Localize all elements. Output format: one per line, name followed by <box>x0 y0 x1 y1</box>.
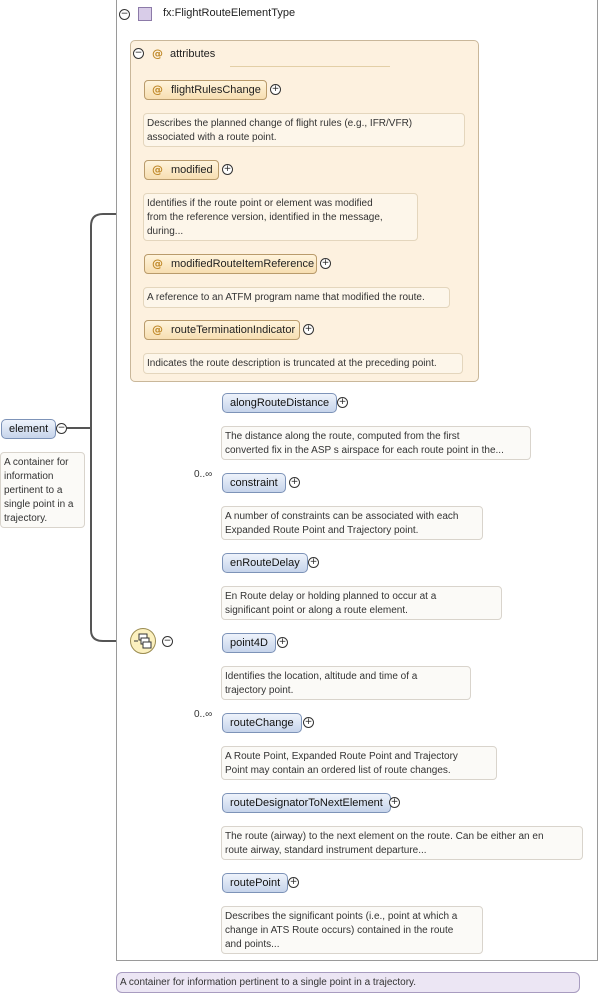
element-routePoint[interactable]: routePoint <box>222 873 288 893</box>
element-routeChange[interactable]: routeChange <box>222 713 302 733</box>
expand-plus-icon[interactable]: + <box>338 397 347 407</box>
attribute-modified[interactable] <box>144 160 219 180</box>
attribute-description: Indicates the route description is truncated at the preceding point. <box>143 353 463 374</box>
element-enRouteDelay[interactable]: enRouteDelay <box>222 553 308 573</box>
cardinality-label: 0..∞ <box>194 469 213 480</box>
element-routeDesignatorToNextElement[interactable]: routeDesignatorToNextElement <box>222 793 391 813</box>
attribute-description: Identifies if the route point or element was modified from the reference version, identified in the message, during... <box>143 193 418 241</box>
attribute-name: flightRulesChange <box>171 84 261 96</box>
attributes-header: attributes <box>170 48 216 60</box>
collapse-minus-icon[interactable]: − <box>163 636 172 646</box>
collapse-minus-icon[interactable]: − <box>120 9 129 19</box>
expand-plus-icon[interactable]: + <box>289 877 298 887</box>
sequence-compositor-icon[interactable] <box>130 628 156 654</box>
expand-plus-icon[interactable]: + <box>390 797 399 807</box>
attribute-name: modified <box>171 164 213 176</box>
attribute-at-icon: @ <box>152 47 163 60</box>
root-element-element[interactable]: element <box>1 419 56 439</box>
expand-plus-icon[interactable]: + <box>304 717 313 727</box>
expand-plus-icon[interactable]: + <box>278 637 287 647</box>
attribute-modifiedRouteItemReference[interactable] <box>144 254 317 274</box>
attribute-at-icon: @ <box>152 163 163 176</box>
type-annotation: A container for information pertinent to a single point in a trajectory. <box>116 972 580 993</box>
element-description: Identifies the location, altitude and time of a trajectory point. <box>221 666 471 700</box>
complex-type-icon <box>138 7 152 21</box>
collapse-minus-icon[interactable]: − <box>134 48 143 58</box>
expand-plus-icon[interactable]: + <box>290 477 299 487</box>
attribute-description: A reference to an ATFM program name that modified the route. <box>143 287 450 308</box>
attribute-name: modifiedRouteItemReference <box>171 258 315 270</box>
collapse-minus-icon[interactable]: − <box>57 423 66 433</box>
element-point4D[interactable]: point4D <box>222 633 276 653</box>
expand-plus-icon[interactable]: + <box>309 557 318 567</box>
cardinality-label: 0..∞ <box>194 709 213 720</box>
attribute-routeTerminationIndicator[interactable] <box>144 320 300 340</box>
expand-plus-icon[interactable]: + <box>304 324 313 334</box>
expand-plus-icon[interactable]: + <box>321 258 330 268</box>
attribute-description: Describes the planned change of flight rules (e.g., IFR/VFR) associated with a route point. <box>143 113 465 147</box>
element-description: The distance along the route, computed from the first converted fix in the ASP s airspace for each route point in the... <box>221 426 531 460</box>
attribute-at-icon: @ <box>152 323 163 336</box>
element-description: A number of constraints can be associated with each Expanded Route Point and Trajectory point. <box>221 506 483 540</box>
root-element-description: A container for information pertinent to a single point in a trajectory. <box>0 452 85 528</box>
element-description: En Route delay or holding planned to occur at a significant point or along a route element. <box>221 586 502 620</box>
expand-plus-icon[interactable]: + <box>271 84 280 94</box>
expand-plus-icon[interactable]: + <box>223 164 232 174</box>
attribute-flightRulesChange[interactable] <box>144 80 267 100</box>
type-title: fx:FlightRouteElementType <box>163 7 296 19</box>
element-description: The route (airway) to the next element on the route. Can be either an en route airway, standard instrument departure... <box>221 826 583 860</box>
attribute-at-icon: @ <box>152 83 163 96</box>
element-alongRouteDistance[interactable]: alongRouteDistance <box>222 393 337 413</box>
element-constraint[interactable]: constraint <box>222 473 286 493</box>
attribute-at-icon: @ <box>152 257 163 270</box>
attribute-name: routeTerminationIndicator <box>171 324 296 336</box>
attributes-divider <box>230 66 390 67</box>
element-description: Describes the significant points (i.e., point at which a change in ATS Route occurs) contained in the route and points... <box>221 906 483 954</box>
element-description: A Route Point, Expanded Route Point and Trajectory Point may contain an ordered list of route changes. <box>221 746 497 780</box>
